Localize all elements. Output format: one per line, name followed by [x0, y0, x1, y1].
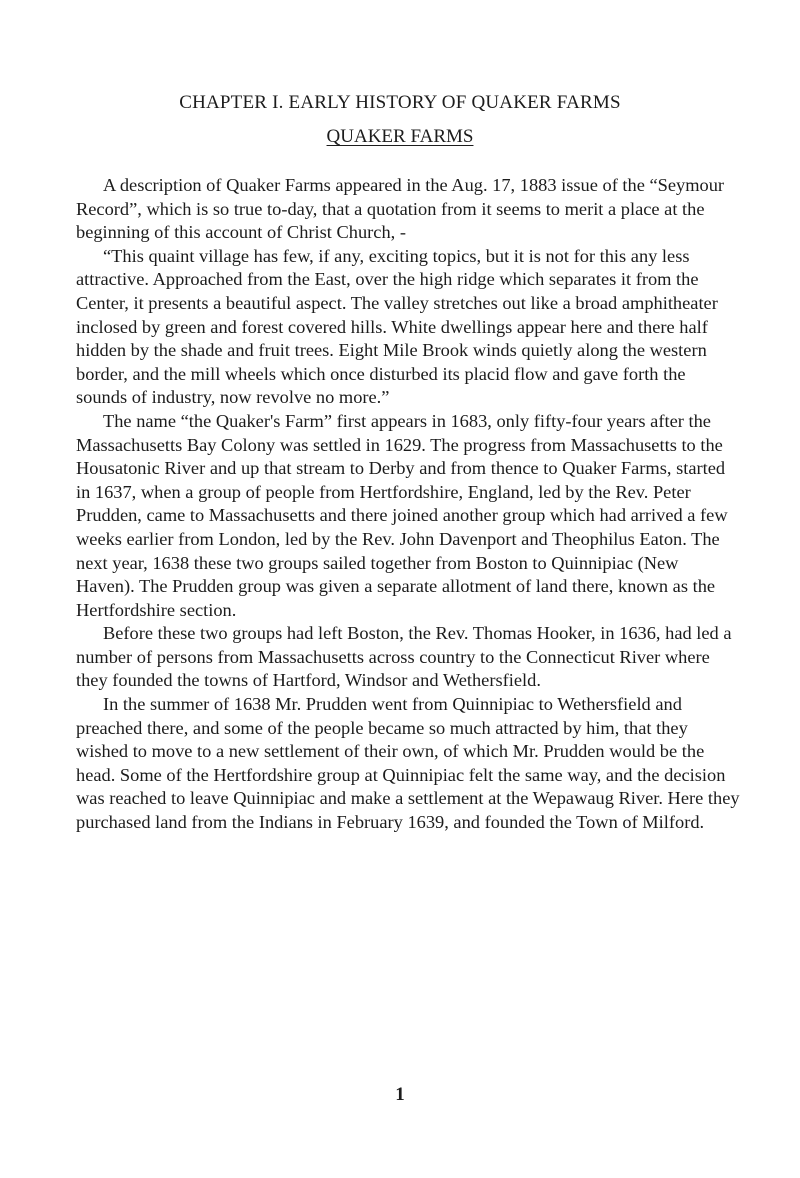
section-title-wrapper: [0, 126, 800, 148]
page-number: 1: [395, 1084, 405, 1105]
paragraph-intro: A description of Quaker Farms appeared in the Aug. 17, 1883 issue of the “Seymour Record”, which is so true to-day, that a quotation from it seems to merit a place at the beginning of this account of Christ Church, -: [76, 175, 725, 243]
body-text: [76, 174, 740, 835]
chapter-title: CHAPTER I. EARLY HISTORY OF QUAKER FARMS: [179, 92, 621, 113]
paragraph-quotation: “This quaint village has few, if any, exciting topics, but it is not for this any less attractive. Approached from the East, over the high ridge which separates it from the Center, it presents a beautiful aspect. The valley stretches out like a broad amphitheater inclosed by green and forest covered hills. White dwellings appear here and there half hidden by the shade and fruit trees. Eight Mile Brook winds quietly along the western border, and the mill wheels which once disturbed its placid flow and gave forth the sounds of industry, now revolve no more.”: [76, 245, 718, 408]
paragraph-hooker: Before these two groups had left Boston, the Rev. Thomas Hooker, in 1636, had led a number of persons from Massachusetts across country to the Connecticut River where they founded the towns of Hartford, Windsor and Wethersfield.: [76, 623, 732, 691]
paragraph-quaker-farm-name: The name “the Quaker's Farm” first appears in 1683, only fifty-four years after the Massachusetts Bay Colony was settled in 1629. The progress from Massachusetts to the Housatonic River and up that stream to Derby and from thence to Quaker Farms, started in 1637, when a group of people from Hertfordshire, England, led by the Rev. Peter Prudden, came to Massachusetts and there joined another group which had arrived a few weeks earlier from London, led by the Rev. John Davenport and Theophilus Eaton. The next year, 1638 these two groups sailed together from Boston to Quinnipiac (New Haven). The Prudden group was given a separate allotment of land there, known as the Hertfordshire section.: [76, 410, 728, 620]
section-title: QUAKER FARMS: [326, 126, 474, 147]
paragraph-milford: In the summer of 1638 Mr. Prudden went from Quinnipiac to Wethersfield and preached there, and some of the people became so much attracted by him, that they wished to move to a new settlement of their own, of which Mr. Prudden would be the head. Some of the Hertfordshire group at Quinnipiac felt the same way, and the decision was reached to leave Quinnipiac and make a settlement at the Wepawaug River. Here they purchased land from the Indians in February 1639, and founded the Town of Milford.: [76, 694, 740, 833]
